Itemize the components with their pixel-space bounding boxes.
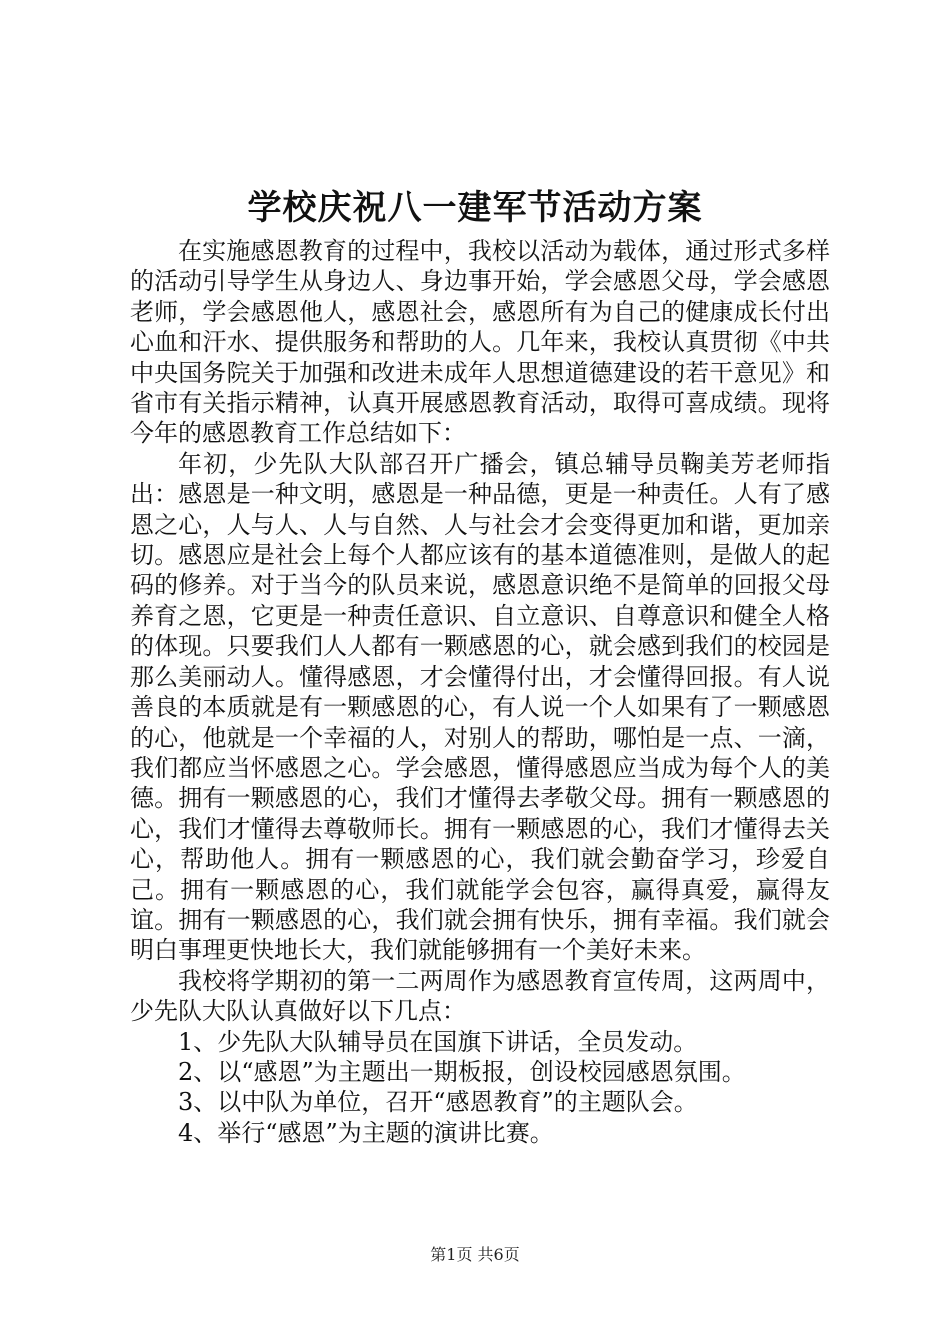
- document-body: [130, 236, 830, 1148]
- paragraph-gratitude: 年初，少先队大队部召开广播会，镇总辅导员鞠美芳老师指出：感恩是一种文明，感恩是一种品德，更是一种责任。人有了感恩之心，人与人、人与自然、人与社会才会变得更加和谐，更加亲切。感恩应是社会上每个人都应该有的基本道德准则，是做人的起码的修养。对于当今的队员来说，感恩意识绝不是简单的回报父母养育之恩，它更是一种责任意识、自立意识、自尊意识和健全人格的体现。只要我们人人都有一颗感恩的心，就会感到我们的校园是那么美丽动人。懂得感恩，才会懂得付出，才会懂得回报。有人说善良的本质就是有一颗感恩的心，有人说一个人如果有了一颗感恩的心，他就是一个幸福的人，对别人的帮助，哪怕是一点、一滴，我们都应当怀感恩之心。学会感恩，懂得感恩应当成为每个人的美德。拥有一颗感恩的心，我们才懂得去孝敬父母。拥有一颗感恩的心，我们才懂得去尊敬师长。拥有一颗感恩的心，我们才懂得去关心，帮助他人。拥有一颗感恩的心，我们就会勤奋学习，珍爱自己。拥有一颗感恩的心，我们就能学会包容，赢得真爱，赢得友谊。拥有一颗感恩的心，我们就会拥有快乐，拥有幸福。我们就会明白事理更快地长大，我们就能够拥有一个美好未来。: [130, 449, 830, 965]
- list-item: 2、以“感恩”为主题出一期板报，创设校园感恩氛围。: [178, 1057, 746, 1086]
- list-item: 3、以中队为单位，召开“感恩教育”的主题队会。: [178, 1088, 698, 1117]
- list-item: 4、举行“感恩”为主题的演讲比赛。: [178, 1118, 554, 1147]
- page-footer: 第1页 共6页: [430, 1245, 520, 1264]
- document-title: 学校庆祝八一建军节活动方案: [247, 188, 703, 228]
- paragraph-promotion-week: 我校将学期初的第一二两周作为感恩教育宣传周，这两周中，少先队大队认真做好以下几点：: [130, 966, 830, 1026]
- paragraph-intro: 在实施感恩教育的过程中，我校以活动为载体，通过形式多样的活动引导学生从身边人、身边事开始，学会感恩父母，学会感恩老师，学会感恩他人，感恩社会，感恩所有为自己的健康成长付出心血和汗水、提供服务和帮助的人。几年来，我校认真贯彻《中共中央国务院关于加强和改进未成年人思想道德建设的若干意见》和省市有关指示精神，认真开展感恩教育活动，取得可喜成绩。现将今年的感恩教育工作总结如下：: [130, 237, 830, 448]
- list-item: 1、少先队大队辅导员在国旗下讲话，全员发动。: [178, 1027, 698, 1056]
